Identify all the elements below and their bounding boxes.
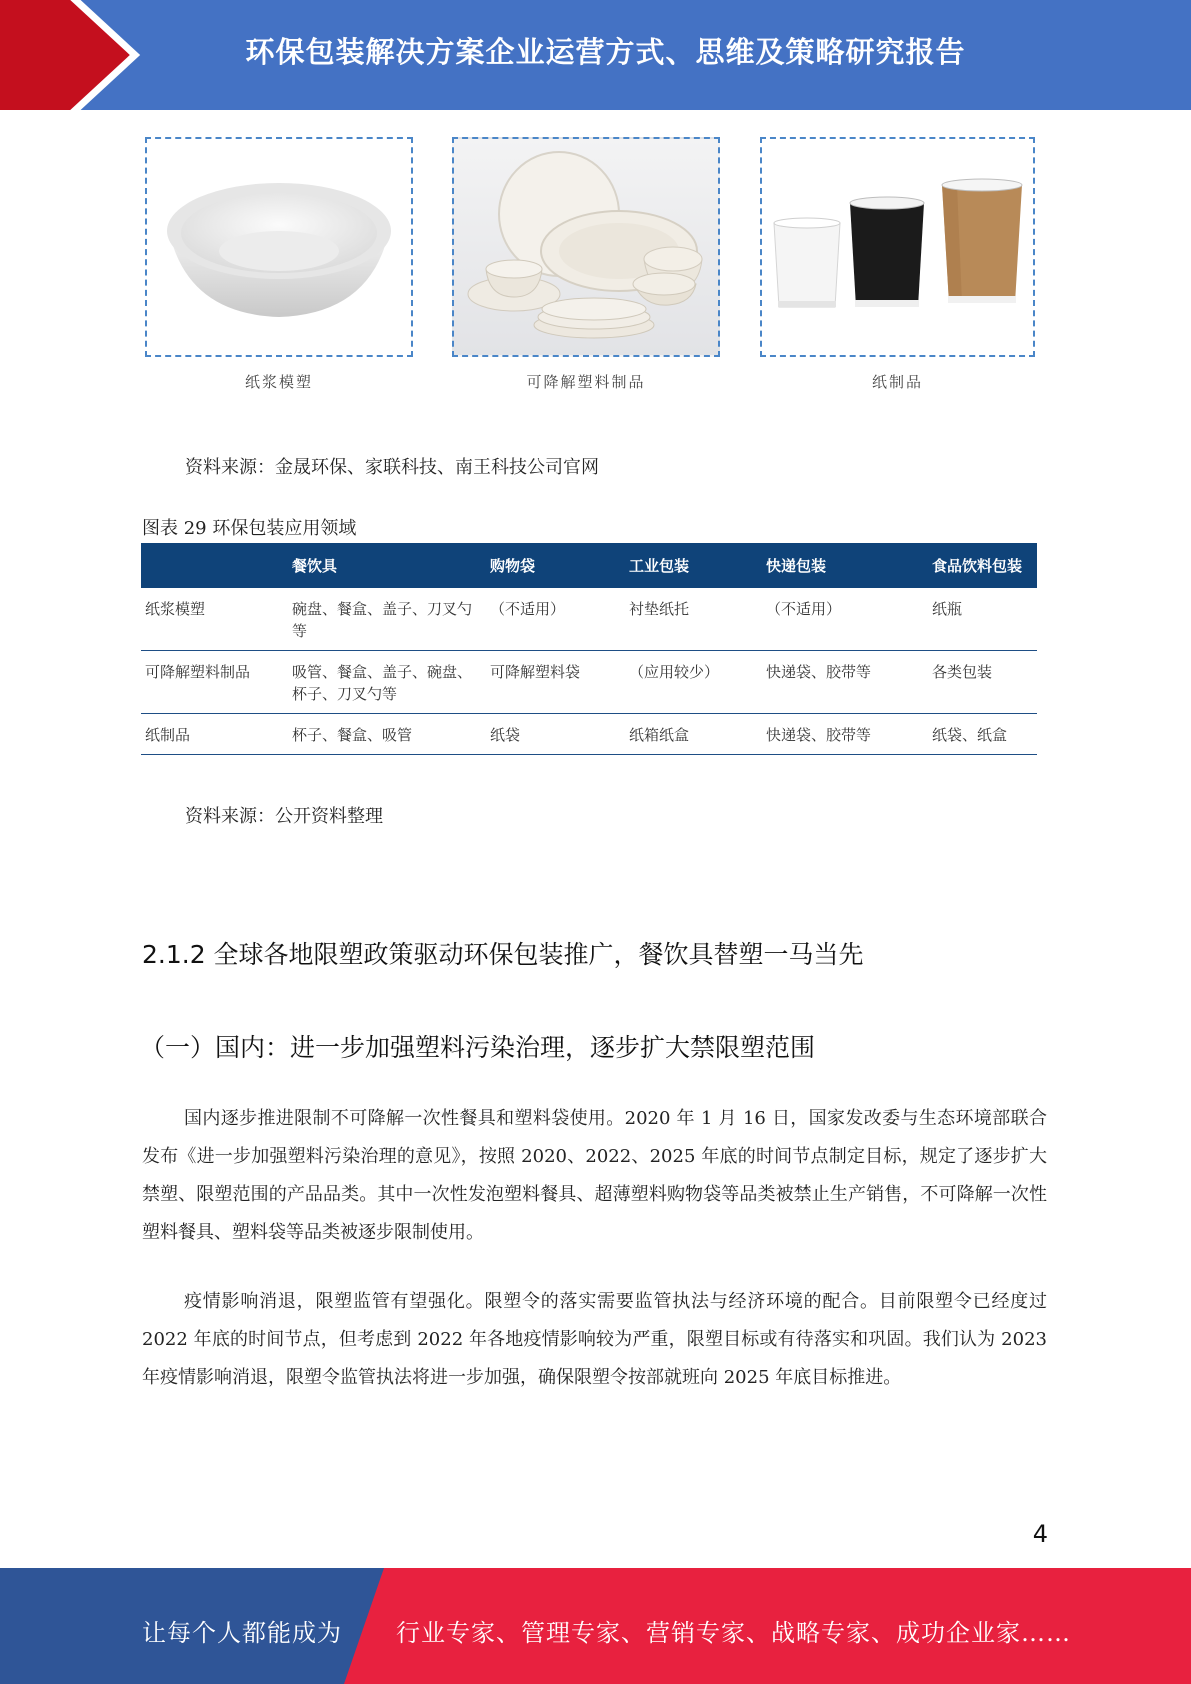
table-cell: 碗盘、餐盒、盖子、刀叉勺等 bbox=[288, 588, 486, 651]
figure-pulp-molding bbox=[145, 137, 413, 357]
table-cell: （不适用） bbox=[762, 588, 928, 651]
table-title: 图表 29 环保包装应用领域 bbox=[142, 518, 357, 539]
column-header bbox=[141, 543, 288, 588]
source-note: 资料来源：金晟环保、家联科技、南王科技公司官网 bbox=[185, 457, 599, 478]
table-cell: （不适用） bbox=[486, 588, 625, 651]
table-row bbox=[141, 651, 1037, 714]
table-cell: 衬垫纸托 bbox=[625, 588, 762, 651]
table-cell: 杯子、餐盒、吸管 bbox=[288, 714, 486, 755]
body-paragraph: 国内逐步推进限制不可降解一次性餐具和塑料袋使用。2020 年 1 月 16 日，国家发改委与生态环境部联合发布《进一步加强塑料污染治理的意见》，按照 2020、2022、2025 年底的时间节点制定目标，规定了逐步扩大禁塑、限塑范围的产品品类。其中一次性发泡塑料餐具、超薄塑料购物袋等品类被禁止生产销售，不可降解一次性塑料餐具、塑料袋等品类被逐步限制使用。 bbox=[142, 1108, 1047, 1243]
table-cell: 纸袋、纸盒 bbox=[928, 714, 1037, 755]
source-note: 资料来源：公开资料整理 bbox=[185, 806, 383, 827]
figure-paper-products bbox=[760, 137, 1035, 357]
subsection-heading: （一）国内：进一步加强塑料污染治理，逐步扩大禁限塑范围 bbox=[140, 1033, 816, 1062]
table-cell: 纸箱纸盒 bbox=[625, 714, 762, 755]
table-cell: 快递袋、胶带等 bbox=[762, 651, 928, 714]
table-header-row bbox=[141, 543, 1037, 588]
table-cell: 各类包装 bbox=[928, 651, 1037, 714]
page-footer bbox=[0, 1568, 1191, 1684]
table-cell: 纸瓶 bbox=[928, 588, 1037, 651]
figure-caption: 纸浆模塑 bbox=[244, 373, 313, 391]
paper-cups-image bbox=[762, 139, 1033, 355]
tableware-image bbox=[454, 139, 718, 355]
application-table bbox=[141, 543, 1037, 755]
column-header: 食品饮料包装 bbox=[928, 543, 1037, 588]
table-cell: 快递袋、胶带等 bbox=[762, 714, 928, 755]
section-heading: 2.1.2 全球各地限塑政策驱动环保包装推广，餐饮具替塑一马当先 bbox=[142, 940, 864, 969]
body-paragraph: 疫情影响消退，限塑监管有望强化。限塑令的落实需要监管执法与经济环境的配合。目前限塑令已经度过 2022 年底的时间节点，但考虑到 2022 年各地疫情影响较为严重，限塑目标或有待落实和巩固。我们认为 2023 年疫情影响消退，限塑令监管执法将进一步加强，确保限塑令按部就班向 2025 年底目标推进。 bbox=[142, 1291, 1047, 1388]
figure-caption: 纸制品 bbox=[871, 373, 923, 391]
bowl-image bbox=[147, 139, 411, 355]
figure-caption: 可降解塑料制品 bbox=[526, 373, 646, 391]
table-cell: （应用较少） bbox=[625, 651, 762, 714]
table-row bbox=[141, 714, 1037, 755]
footer-slogan-right: 行业专家、管理专家、营销专家、战略专家、成功企业家…… bbox=[396, 1619, 1071, 1647]
report-title: 环保包装解决方案企业运营方式、思维及策略研究报告 bbox=[245, 35, 966, 69]
page-header bbox=[0, 0, 1191, 110]
table-cell: 可降解塑料袋 bbox=[486, 651, 625, 714]
figure-degradable-plastic bbox=[452, 137, 720, 357]
column-header: 餐饮具 bbox=[288, 543, 486, 588]
column-header: 购物袋 bbox=[486, 543, 625, 588]
column-header: 快递包装 bbox=[762, 543, 928, 588]
table-cell: 吸管、餐盒、盖子、碗盘、杯子、刀叉勺等 bbox=[288, 651, 486, 714]
page-number: 4 bbox=[1032, 1520, 1048, 1548]
table-row bbox=[141, 588, 1037, 651]
column-header: 工业包装 bbox=[625, 543, 762, 588]
table-cell: 纸浆模塑 bbox=[141, 588, 288, 651]
table-cell: 可降解塑料制品 bbox=[141, 651, 288, 714]
footer-slogan-left: 让每个人都能成为 bbox=[142, 1619, 342, 1647]
table-cell: 纸制品 bbox=[141, 714, 288, 755]
table-cell: 纸袋 bbox=[486, 714, 625, 755]
